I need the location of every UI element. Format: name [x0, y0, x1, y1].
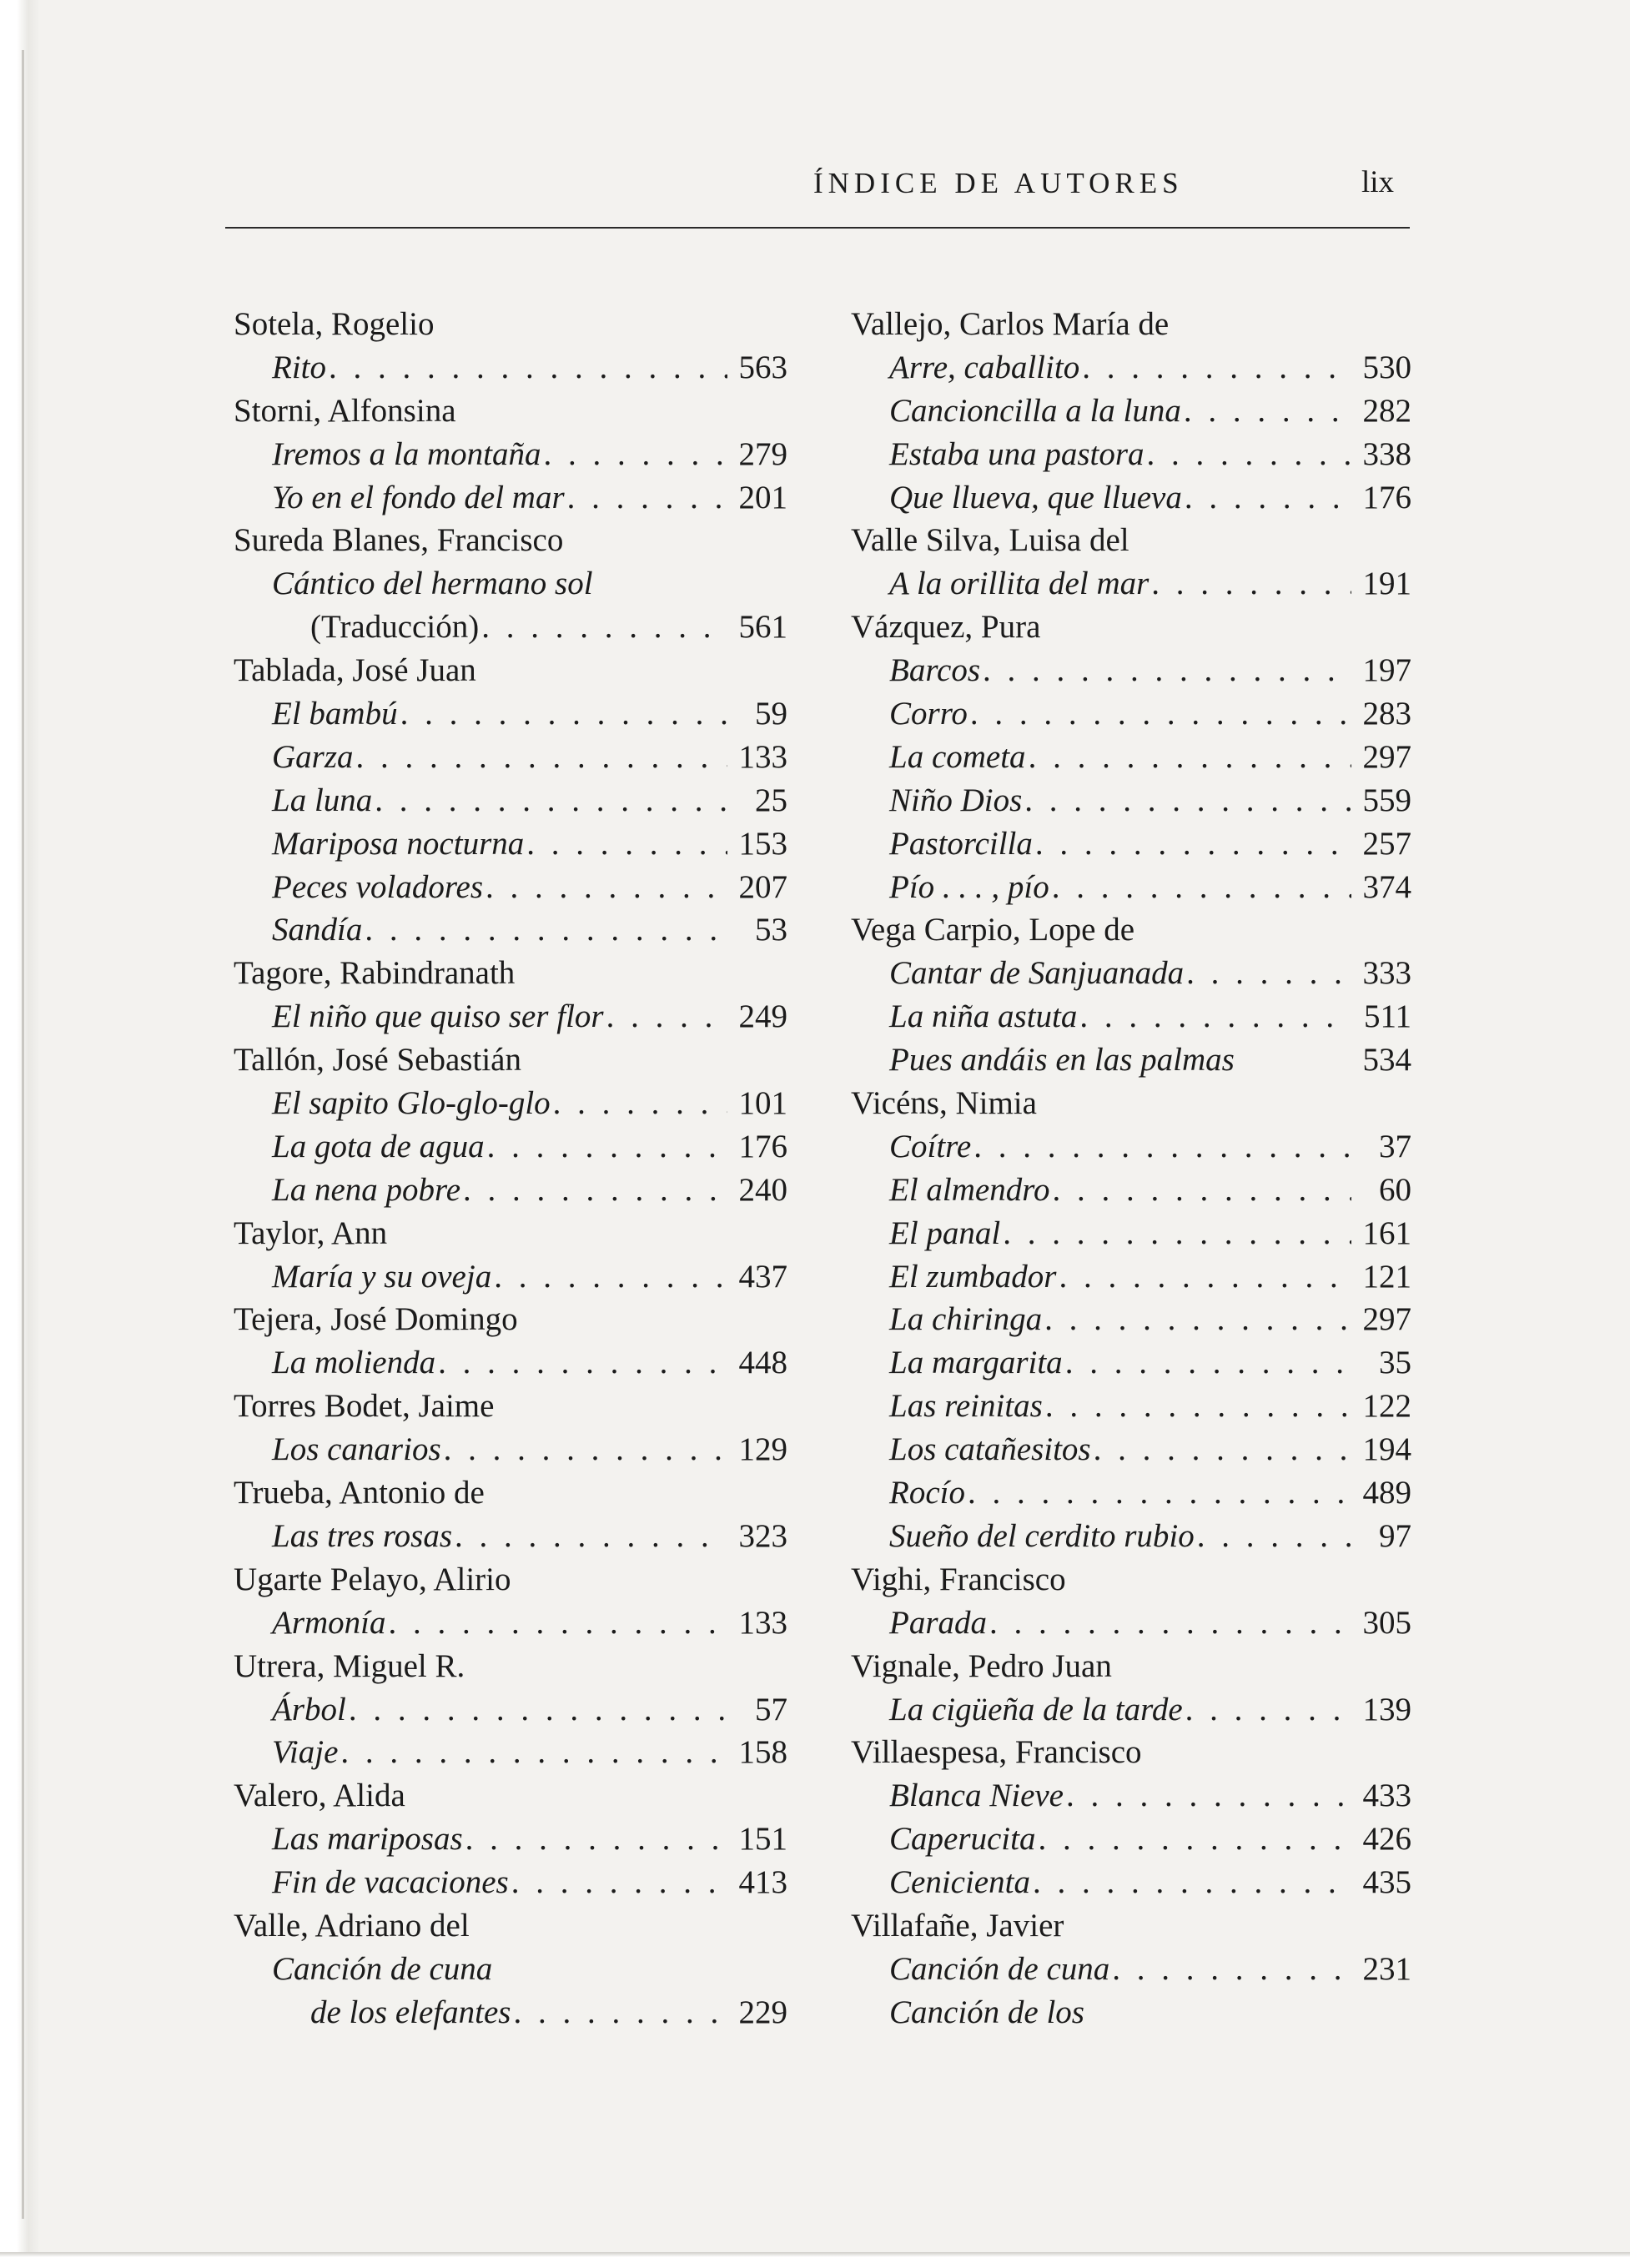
- dot-leader: [485, 866, 727, 909]
- entry-page-number: 37: [1379, 1128, 1411, 1164]
- index-entry: [851, 1125, 1411, 1169]
- dot-leader: [526, 822, 727, 866]
- entry-title: El bambú: [272, 696, 398, 732]
- index-entry: [234, 1341, 787, 1385]
- dot-leader: [465, 1818, 727, 1861]
- index-entry: [234, 1861, 787, 1904]
- entry-page-number: 374: [1362, 868, 1411, 905]
- dot-leader: [494, 1255, 727, 1299]
- dot-leader: [329, 346, 727, 390]
- entry-title: Corro: [889, 696, 968, 732]
- entry-title: de los elefantes: [310, 1994, 511, 2030]
- entry-page-number: 59: [755, 696, 787, 732]
- entry-title: La molienda: [272, 1345, 436, 1381]
- entry-title: Yo en el fondo del mar: [272, 479, 565, 515]
- index-entry: [234, 562, 787, 606]
- index-entry: [851, 779, 1411, 822]
- entry-title: Árbol: [272, 1691, 346, 1727]
- dot-leader: [973, 1125, 1351, 1169]
- dot-leader: [513, 1991, 727, 2034]
- index-entry: [234, 1602, 787, 1645]
- index-entry: [234, 866, 787, 909]
- index-entry: [234, 908, 787, 952]
- dot-leader: [389, 1602, 728, 1645]
- author-name: Trueba, Antonio de: [234, 1475, 485, 1511]
- entry-page-number: 231: [1362, 1950, 1411, 1987]
- author-name: Vega Carpio, Lope de: [851, 912, 1135, 948]
- entry-page-number: 489: [1362, 1475, 1411, 1511]
- entry-page-number: 257: [1362, 825, 1411, 862]
- page-bottom-edge: [0, 2252, 1630, 2268]
- entry-title: La cometa: [889, 738, 1026, 775]
- entry-title: Peces voladores: [272, 868, 484, 905]
- entry-title: Pío . . . , pío: [889, 868, 1049, 905]
- dot-leader: [567, 476, 727, 520]
- index-entry: [234, 1991, 787, 2034]
- index-entry: [851, 562, 1411, 606]
- dot-leader: [1003, 1212, 1351, 1255]
- entry-title: Canción de cuna: [889, 1950, 1110, 1987]
- entry-page-number: 563: [738, 349, 787, 385]
- dot-leader: [989, 1602, 1351, 1645]
- dot-leader: [1052, 866, 1351, 909]
- index-entry: [851, 995, 1411, 1038]
- index-entry: [234, 1255, 787, 1299]
- author-name: Torres Bodet, Jaime: [234, 1388, 495, 1425]
- index-entry: [234, 1515, 787, 1558]
- index-entry: [851, 866, 1411, 909]
- dot-leader: [1038, 1818, 1351, 1861]
- entry-title: La niña astuta: [889, 998, 1078, 1035]
- index-entry: [234, 606, 787, 649]
- index-entry: [851, 1861, 1411, 1904]
- entry-page-number: 323: [738, 1517, 787, 1554]
- entry-page-number: 338: [1362, 435, 1411, 472]
- entry-page-number: 530: [1362, 349, 1411, 385]
- entry-page-number: 426: [1362, 1821, 1411, 1858]
- dot-leader: [970, 692, 1351, 736]
- entry-title: Garza: [272, 738, 354, 775]
- index-entry: [851, 822, 1411, 866]
- index-entry: [851, 736, 1411, 779]
- index-entry: [234, 433, 787, 476]
- author-name: Valle Silva, Luisa del: [851, 522, 1129, 559]
- author-name: Vignale, Pedro Juan: [851, 1647, 1112, 1684]
- author-name: Vázquez, Pura: [851, 609, 1041, 646]
- entry-title: Parada: [889, 1604, 987, 1641]
- entry-page-number: 139: [1362, 1691, 1411, 1727]
- entry-page-number: 297: [1362, 738, 1411, 775]
- dot-leader: [438, 1341, 727, 1385]
- entry-page-number: 151: [738, 1821, 787, 1858]
- index-entry: [234, 822, 787, 866]
- entry-page-number: 97: [1379, 1517, 1411, 1554]
- entry-page-number: 437: [738, 1258, 787, 1295]
- entry-title: La nena pobre: [272, 1171, 461, 1208]
- entry-page-number: 176: [738, 1128, 787, 1164]
- index-entry: [234, 1428, 787, 1471]
- entry-page-number: 176: [1362, 479, 1411, 515]
- entry-page-number: 279: [738, 435, 787, 472]
- index-entry: [851, 1385, 1411, 1428]
- entry-page-number: 60: [1379, 1171, 1411, 1208]
- entry-page-number: 35: [1379, 1345, 1411, 1381]
- author-name: Ugarte Pelayo, Alirio: [234, 1561, 511, 1597]
- entry-page-number: 511: [1363, 998, 1411, 1035]
- entry-title: Canción de cuna: [272, 1950, 493, 1987]
- entry-title: Caperucita: [889, 1821, 1036, 1858]
- entry-title: A la orillita del mar: [889, 566, 1150, 602]
- entry-page-number: 197: [1362, 652, 1411, 689]
- entry-title: Las tres rosas: [272, 1517, 453, 1554]
- index-entry: [851, 692, 1411, 736]
- entry-title: Viaje: [272, 1734, 339, 1771]
- entry-title: La luna: [272, 782, 373, 818]
- index-entry: [234, 779, 787, 822]
- entry-title: Arre, caballito: [889, 349, 1080, 385]
- dot-leader: [1082, 346, 1351, 390]
- entry-page-number: 448: [738, 1345, 787, 1381]
- entry-title: La margarita: [889, 1345, 1063, 1381]
- dot-leader: [1035, 822, 1351, 866]
- index-entry: [851, 346, 1411, 390]
- index-entry: [851, 1038, 1411, 1082]
- entry-title: El sapito Glo-glo-glo: [272, 1085, 551, 1122]
- author-name: Valle, Adriano del: [234, 1907, 470, 1944]
- dot-leader: [400, 692, 727, 736]
- index-entry: [851, 1471, 1411, 1515]
- entry-title: Los canarios: [272, 1431, 441, 1468]
- torn-page-edge: [0, 0, 40, 2268]
- dot-leader: [511, 1861, 727, 1904]
- index-entry: [234, 1125, 787, 1169]
- entry-page-number: 240: [738, 1171, 787, 1208]
- header-rule: [225, 227, 1410, 229]
- index-entry: [851, 1298, 1411, 1341]
- index-entry: [234, 692, 787, 736]
- entry-page-number: 153: [738, 825, 787, 862]
- index-column-right: [851, 303, 1411, 2034]
- entry-title: Niño Dios: [889, 782, 1023, 818]
- dot-leader: [481, 606, 727, 649]
- entry-title: Fin de vacaciones: [272, 1864, 509, 1901]
- entry-title: Estaba una pastora: [889, 435, 1145, 472]
- entry-page-number: 122: [1362, 1388, 1411, 1425]
- entry-title: Rito: [272, 349, 326, 385]
- index-entry: [851, 433, 1411, 476]
- entry-title: La gota de agua: [272, 1128, 485, 1164]
- entry-title: Cántico del hermano sol: [272, 566, 593, 602]
- entry-page-number: 194: [1362, 1431, 1411, 1468]
- dot-leader: [444, 1428, 727, 1471]
- entry-page-number: 133: [738, 1604, 787, 1641]
- entry-title: (Traducción): [310, 609, 480, 646]
- dot-leader: [968, 1471, 1351, 1515]
- entry-title: Coítre: [889, 1128, 972, 1164]
- dot-leader: [1024, 779, 1351, 822]
- entry-title: La chiringa: [889, 1301, 1043, 1338]
- index-entry: [234, 1082, 787, 1125]
- index-entry: [851, 1774, 1411, 1818]
- index-entry: [234, 1818, 787, 1861]
- author-name: Utrera, Miguel R.: [234, 1647, 465, 1684]
- entry-page-number: 561: [738, 609, 787, 646]
- entry-title: Mariposa nocturna: [272, 825, 525, 862]
- index-entry: [234, 346, 787, 390]
- dot-leader: [1044, 1298, 1351, 1341]
- running-head: ÍNDICE DE AUTORES: [813, 167, 1184, 199]
- entry-title: Los catañesitos: [889, 1431, 1091, 1468]
- entry-title: Blanca Nieve: [889, 1778, 1064, 1814]
- entry-title: Cantar de Sanjuanada: [889, 955, 1185, 992]
- index-entry: [851, 952, 1411, 995]
- page-number: lix: [1361, 165, 1395, 199]
- entry-page-number: 207: [738, 868, 787, 905]
- entry-page-number: 282: [1362, 392, 1411, 429]
- dot-leader: [1045, 1385, 1351, 1428]
- dot-leader: [365, 908, 727, 952]
- index-entry: [851, 1688, 1411, 1732]
- dot-leader: [1079, 995, 1351, 1038]
- entry-title: Que llueva, que llueva: [889, 479, 1182, 515]
- entry-page-number: 191: [1362, 566, 1411, 602]
- entry-page-number: 121: [1362, 1258, 1411, 1295]
- index-column-left: [234, 303, 787, 2034]
- entry-page-number: 249: [738, 998, 787, 1035]
- entry-page-number: 158: [738, 1734, 787, 1771]
- entry-title: Iremos a la montaña: [272, 435, 541, 472]
- entry-page-number: 229: [738, 1994, 787, 2030]
- entry-title: Pues andáis en las palmas: [889, 1042, 1235, 1079]
- dot-leader: [487, 1125, 727, 1169]
- dot-leader: [606, 995, 727, 1038]
- entry-page-number: 433: [1362, 1778, 1411, 1814]
- dot-leader: [1151, 562, 1351, 606]
- dot-leader: [1184, 390, 1351, 433]
- index-entry: [851, 1991, 1411, 2034]
- dot-leader: [1029, 736, 1351, 779]
- dot-leader: [1065, 1341, 1351, 1385]
- entry-page-number: 101: [738, 1085, 787, 1122]
- entry-title: Sueño del cerdito rubio: [889, 1517, 1195, 1554]
- dot-leader: [1186, 952, 1351, 995]
- entry-title: Cancioncilla a la luna: [889, 392, 1181, 429]
- entry-title: El panal: [889, 1214, 1001, 1251]
- entry-page-number: 201: [738, 479, 787, 515]
- dot-leader: [356, 736, 727, 779]
- index-entry: [234, 1948, 787, 1991]
- author-name: Vallejo, Carlos María de: [851, 306, 1170, 342]
- entry-title: Barcos: [889, 652, 981, 689]
- entry-title: María y su oveja: [272, 1258, 492, 1295]
- entry-page-number: 413: [738, 1864, 787, 1901]
- entry-title: Canción de los: [889, 1994, 1084, 2030]
- index-entry: [234, 995, 787, 1038]
- entry-page-number: 534: [1362, 1042, 1411, 1079]
- index-entry: [851, 1341, 1411, 1385]
- dot-leader: [543, 433, 727, 476]
- index-entry: [234, 1688, 787, 1732]
- entry-page-number: 53: [755, 912, 787, 948]
- dot-leader: [455, 1515, 727, 1558]
- dot-leader: [463, 1169, 727, 1212]
- entry-title: El zumbador: [889, 1258, 1057, 1295]
- author-name: Valero, Alida: [234, 1778, 405, 1814]
- dot-leader: [340, 1731, 727, 1774]
- dot-leader: [1197, 1515, 1351, 1558]
- dot-leader: [1052, 1169, 1351, 1212]
- dot-leader: [375, 779, 727, 822]
- dot-leader: [1066, 1774, 1351, 1818]
- author-name: Sureda Blanes, Francisco: [234, 522, 564, 559]
- index-entry: [851, 476, 1411, 520]
- author-name: Storni, Alfonsina: [234, 392, 456, 429]
- index-entry: [851, 649, 1411, 692]
- author-name: Tagore, Rabindranath: [234, 955, 516, 992]
- author-name: Taylor, Ann: [234, 1214, 388, 1251]
- dot-leader: [1094, 1428, 1351, 1471]
- entry-page-number: 333: [1362, 955, 1411, 992]
- entry-title: Armonía: [272, 1604, 386, 1641]
- dot-leader: [1059, 1255, 1351, 1299]
- entry-title: Rocío: [889, 1475, 965, 1511]
- index-entry: [851, 390, 1411, 433]
- index-entry: [851, 1428, 1411, 1471]
- dot-leader: [349, 1688, 727, 1732]
- dot-leader: [1112, 1948, 1351, 1991]
- entry-title: La cigüeña de la tarde: [889, 1691, 1183, 1727]
- entry-title: El almendro: [889, 1171, 1050, 1208]
- author-name: Vicéns, Nimia: [851, 1085, 1037, 1122]
- entry-title: El niño que quiso ser flor: [272, 998, 604, 1035]
- entry-page-number: 435: [1362, 1864, 1411, 1901]
- index-entry: [851, 1602, 1411, 1645]
- index-entry: [234, 1731, 787, 1774]
- index-entry: [851, 1948, 1411, 1991]
- author-name: Tablada, José Juan: [234, 652, 476, 689]
- entry-page-number: 283: [1362, 696, 1411, 732]
- dot-leader: [1033, 1861, 1351, 1904]
- author-name: Tallón, José Sebastián: [234, 1042, 521, 1079]
- index-entry: [851, 1818, 1411, 1861]
- entry-page-number: 25: [755, 782, 787, 818]
- index-entry: [234, 736, 787, 779]
- author-name: Villafañe, Javier: [851, 1907, 1064, 1944]
- author-name: Sotela, Rogelio: [234, 306, 435, 342]
- author-name: Vighi, Francisco: [851, 1561, 1066, 1597]
- entry-title: Pastorcilla: [889, 825, 1033, 862]
- dot-leader: [553, 1082, 727, 1125]
- index-entry: [851, 1255, 1411, 1299]
- entry-page-number: 161: [1362, 1214, 1411, 1251]
- entry-page-number: 559: [1362, 782, 1411, 818]
- dot-leader: [983, 649, 1351, 692]
- author-name: Tejera, José Domingo: [234, 1301, 518, 1338]
- index-entry: [851, 1212, 1411, 1255]
- entry-page-number: 133: [738, 738, 787, 775]
- index-entry: [851, 1169, 1411, 1212]
- binding-shadow: [22, 50, 24, 2219]
- author-name: Villaespesa, Francisco: [851, 1734, 1142, 1771]
- entry-title: Las mariposas: [272, 1821, 463, 1858]
- dot-leader: [1185, 476, 1351, 520]
- entry-page-number: 305: [1362, 1604, 1411, 1641]
- dot-leader: [1147, 433, 1351, 476]
- entry-page-number: 57: [755, 1691, 787, 1727]
- entry-page-number: 297: [1362, 1301, 1411, 1338]
- dot-leader: [1185, 1688, 1351, 1732]
- entry-title: Cenicienta: [889, 1864, 1030, 1901]
- entry-page-number: 129: [738, 1431, 787, 1468]
- entry-title: Las reinitas: [889, 1388, 1043, 1425]
- index-entry: [851, 1515, 1411, 1558]
- index-entry: [234, 1169, 787, 1212]
- index-entry: [234, 476, 787, 520]
- entry-title: Sandía: [272, 912, 363, 948]
